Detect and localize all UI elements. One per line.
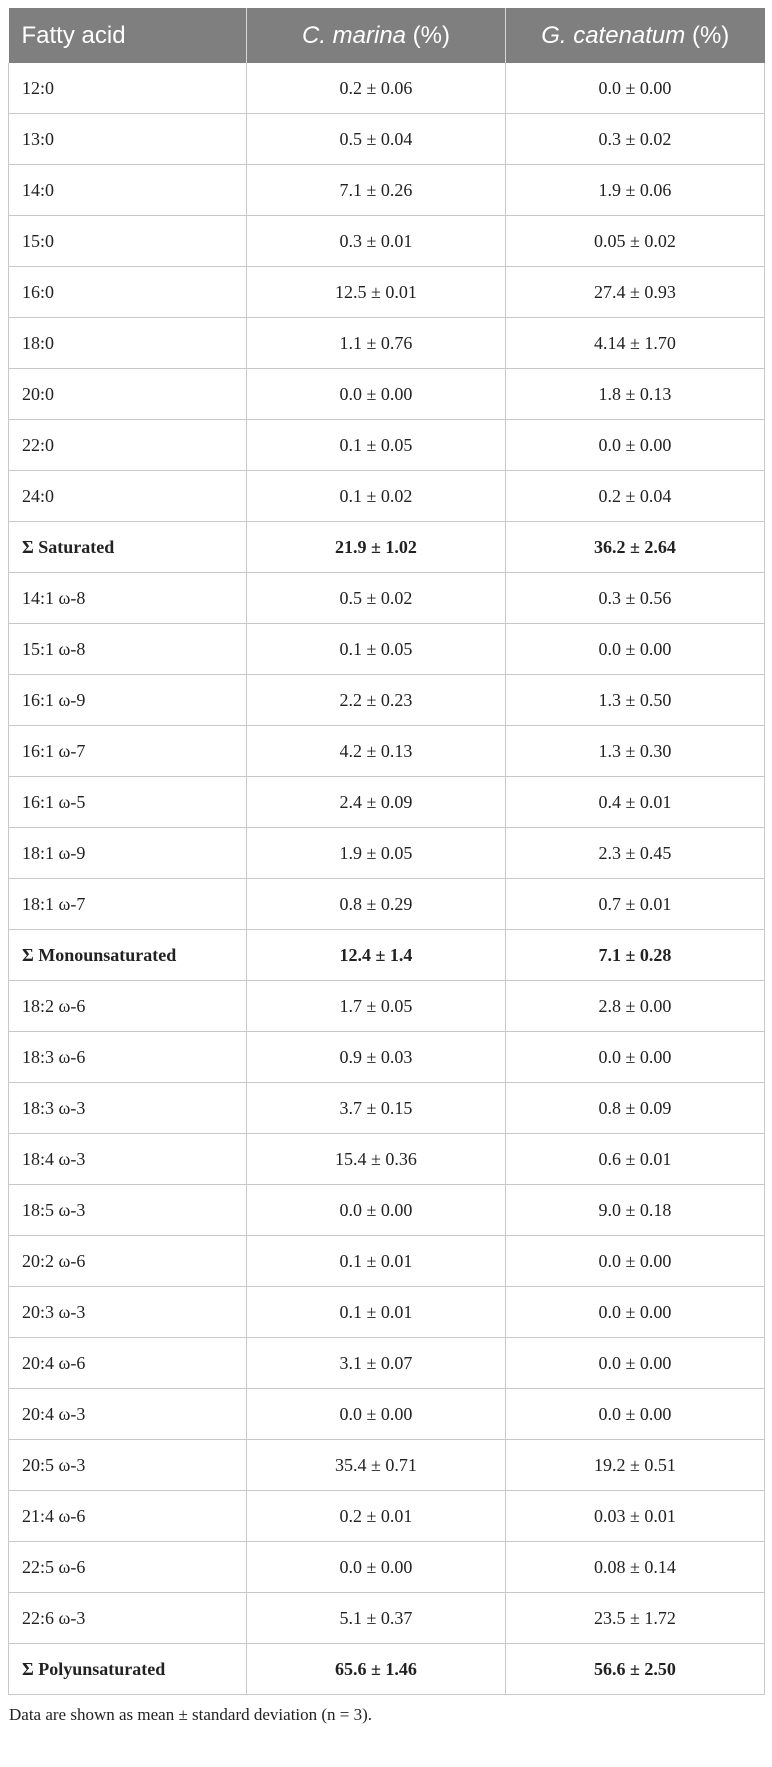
cell-g-catenatum: 2.8 ± 0.00 (506, 981, 765, 1032)
cell-g-catenatum: 0.0 ± 0.00 (506, 624, 765, 675)
cell-fatty-acid: Σ Monounsaturated (9, 930, 247, 981)
cell-c-marina: 0.9 ± 0.03 (247, 1032, 506, 1083)
cell-c-marina: 7.1 ± 0.26 (247, 165, 506, 216)
cell-fatty-acid: 22:5 ω-6 (9, 1542, 247, 1593)
cell-fatty-acid: 15:1 ω-8 (9, 624, 247, 675)
cell-c-marina: 1.1 ± 0.76 (247, 318, 506, 369)
header-g-catenatum (506, 8, 765, 63)
cell-g-catenatum: 0.3 ± 0.02 (506, 114, 765, 165)
cell-fatty-acid: Σ Polyunsaturated (9, 1644, 247, 1695)
cell-c-marina: 0.0 ± 0.00 (247, 1185, 506, 1236)
table-row (9, 267, 765, 318)
table-row (9, 828, 765, 879)
cell-fatty-acid: 13:0 (9, 114, 247, 165)
cell-g-catenatum: 0.0 ± 0.00 (506, 1389, 765, 1440)
cell-fatty-acid: 16:0 (9, 267, 247, 318)
table-body (9, 63, 765, 1695)
cell-c-marina: 0.2 ± 0.06 (247, 63, 506, 114)
cell-fatty-acid: 16:1 ω-9 (9, 675, 247, 726)
cell-g-catenatum: 0.0 ± 0.00 (506, 1338, 765, 1389)
header-g-catenatum-unit: (%) (685, 21, 730, 49)
table-row (9, 1440, 765, 1491)
cell-g-catenatum: 0.0 ± 0.00 (506, 1236, 765, 1287)
cell-g-catenatum: 7.1 ± 0.28 (506, 930, 765, 981)
table-row (9, 63, 765, 114)
cell-fatty-acid: 18:2 ω-6 (9, 981, 247, 1032)
table-row-total (9, 1644, 765, 1695)
cell-g-catenatum: 0.6 ± 0.01 (506, 1134, 765, 1185)
cell-fatty-acid: 14:1 ω-8 (9, 573, 247, 624)
cell-c-marina: 12.4 ± 1.4 (247, 930, 506, 981)
cell-g-catenatum: 0.08 ± 0.14 (506, 1542, 765, 1593)
cell-c-marina: 0.0 ± 0.00 (247, 1389, 506, 1440)
cell-c-marina: 5.1 ± 0.37 (247, 1593, 506, 1644)
cell-c-marina: 1.9 ± 0.05 (247, 828, 506, 879)
cell-g-catenatum: 1.8 ± 0.13 (506, 369, 765, 420)
table-row (9, 1593, 765, 1644)
table-row (9, 726, 765, 777)
cell-g-catenatum: 0.0 ± 0.00 (506, 1287, 765, 1338)
cell-c-marina: 0.8 ± 0.29 (247, 879, 506, 930)
cell-c-marina: 0.2 ± 0.01 (247, 1491, 506, 1542)
cell-c-marina: 65.6 ± 1.46 (247, 1644, 506, 1695)
cell-fatty-acid: 20:0 (9, 369, 247, 420)
cell-g-catenatum: 9.0 ± 0.18 (506, 1185, 765, 1236)
cell-c-marina: 0.3 ± 0.01 (247, 216, 506, 267)
table-row (9, 114, 765, 165)
cell-fatty-acid: 18:3 ω-6 (9, 1032, 247, 1083)
cell-fatty-acid: 20:2 ω-6 (9, 1236, 247, 1287)
header-g-catenatum-species: G. catenatum (541, 21, 686, 49)
cell-c-marina: 3.7 ± 0.15 (247, 1083, 506, 1134)
cell-fatty-acid: Σ Saturated (9, 522, 247, 573)
table-row (9, 777, 765, 828)
cell-fatty-acid: 22:0 (9, 420, 247, 471)
table-row (9, 318, 765, 369)
table-row (9, 471, 765, 522)
cell-g-catenatum: 0.0 ± 0.00 (506, 63, 765, 114)
cell-g-catenatum: 27.4 ± 0.93 (506, 267, 765, 318)
cell-c-marina: 4.2 ± 0.13 (247, 726, 506, 777)
cell-c-marina: 0.1 ± 0.02 (247, 471, 506, 522)
cell-fatty-acid: 20:3 ω-3 (9, 1287, 247, 1338)
table-row (9, 1236, 765, 1287)
cell-g-catenatum: 0.0 ± 0.00 (506, 420, 765, 471)
table-row (9, 1032, 765, 1083)
cell-fatty-acid: 16:1 ω-7 (9, 726, 247, 777)
table-row (9, 675, 765, 726)
cell-c-marina: 0.5 ± 0.04 (247, 114, 506, 165)
cell-c-marina: 3.1 ± 0.07 (247, 1338, 506, 1389)
cell-c-marina: 2.2 ± 0.23 (247, 675, 506, 726)
cell-fatty-acid: 24:0 (9, 471, 247, 522)
header-c-marina-species: C. marina (301, 21, 407, 49)
table-footnote: Data are shown as mean ± standard deviation (n = 3). (9, 1705, 373, 1724)
header-c-marina-unit: (%) (406, 21, 451, 49)
table-row (9, 981, 765, 1032)
cell-fatty-acid: 21:4 ω-6 (9, 1491, 247, 1542)
cell-g-catenatum: 2.3 ± 0.45 (506, 828, 765, 879)
cell-g-catenatum: 56.6 ± 2.50 (506, 1644, 765, 1695)
cell-fatty-acid: 20:4 ω-6 (9, 1338, 247, 1389)
cell-fatty-acid: 18:1 ω-9 (9, 828, 247, 879)
cell-fatty-acid: 12:0 (9, 63, 247, 114)
header-row (9, 8, 765, 63)
table-row (9, 369, 765, 420)
table-row (9, 1134, 765, 1185)
table-row (9, 216, 765, 267)
cell-g-catenatum: 0.03 ± 0.01 (506, 1491, 765, 1542)
table-row (9, 1389, 765, 1440)
cell-c-marina: 1.7 ± 0.05 (247, 981, 506, 1032)
cell-fatty-acid: 18:5 ω-3 (9, 1185, 247, 1236)
cell-g-catenatum: 36.2 ± 2.64 (506, 522, 765, 573)
cell-c-marina: 0.1 ± 0.05 (247, 624, 506, 675)
cell-fatty-acid: 22:6 ω-3 (9, 1593, 247, 1644)
cell-fatty-acid: 18:3 ω-3 (9, 1083, 247, 1134)
table-header (9, 8, 765, 63)
header-fatty-acid: Fatty acid (9, 8, 247, 63)
cell-c-marina: 21.9 ± 1.02 (247, 522, 506, 573)
table-row (9, 1083, 765, 1134)
table-row (9, 573, 765, 624)
cell-g-catenatum: 1.3 ± 0.30 (506, 726, 765, 777)
fatty-acid-table (8, 8, 765, 1695)
cell-fatty-acid: 20:4 ω-3 (9, 1389, 247, 1440)
cell-g-catenatum: 1.3 ± 0.50 (506, 675, 765, 726)
cell-g-catenatum: 0.05 ± 0.02 (506, 216, 765, 267)
cell-c-marina: 2.4 ± 0.09 (247, 777, 506, 828)
cell-g-catenatum: 0.0 ± 0.00 (506, 1032, 765, 1083)
cell-g-catenatum: 4.14 ± 1.70 (506, 318, 765, 369)
table-row (9, 165, 765, 216)
table-row (9, 879, 765, 930)
cell-g-catenatum: 19.2 ± 0.51 (506, 1440, 765, 1491)
table-row (9, 1185, 765, 1236)
cell-c-marina: 0.1 ± 0.01 (247, 1236, 506, 1287)
cell-g-catenatum: 1.9 ± 0.06 (506, 165, 765, 216)
cell-g-catenatum: 0.7 ± 0.01 (506, 879, 765, 930)
cell-fatty-acid: 15:0 (9, 216, 247, 267)
cell-c-marina: 0.1 ± 0.01 (247, 1287, 506, 1338)
cell-fatty-acid: 20:5 ω-3 (9, 1440, 247, 1491)
cell-c-marina: 0.1 ± 0.05 (247, 420, 506, 471)
cell-g-catenatum: 0.2 ± 0.04 (506, 471, 765, 522)
cell-fatty-acid: 18:0 (9, 318, 247, 369)
cell-c-marina: 0.5 ± 0.02 (247, 573, 506, 624)
cell-fatty-acid: 16:1 ω-5 (9, 777, 247, 828)
cell-c-marina: 35.4 ± 0.71 (247, 1440, 506, 1491)
cell-g-catenatum: 23.5 ± 1.72 (506, 1593, 765, 1644)
table-row-total (9, 522, 765, 573)
table-row (9, 1287, 765, 1338)
cell-c-marina: 0.0 ± 0.00 (247, 369, 506, 420)
cell-g-catenatum: 0.3 ± 0.56 (506, 573, 765, 624)
cell-g-catenatum: 0.4 ± 0.01 (506, 777, 765, 828)
cell-c-marina: 15.4 ± 0.36 (247, 1134, 506, 1185)
table-row (9, 624, 765, 675)
table-row (9, 1542, 765, 1593)
header-c-marina (247, 8, 506, 63)
table-row (9, 420, 765, 471)
cell-g-catenatum: 0.8 ± 0.09 (506, 1083, 765, 1134)
fatty-acid-table-container (8, 8, 764, 1725)
cell-fatty-acid: 14:0 (9, 165, 247, 216)
table-row (9, 1338, 765, 1389)
cell-fatty-acid: 18:1 ω-7 (9, 879, 247, 930)
table-row-total (9, 930, 765, 981)
cell-c-marina: 0.0 ± 0.00 (247, 1542, 506, 1593)
cell-c-marina: 12.5 ± 0.01 (247, 267, 506, 318)
cell-fatty-acid: 18:4 ω-3 (9, 1134, 247, 1185)
table-row (9, 1491, 765, 1542)
